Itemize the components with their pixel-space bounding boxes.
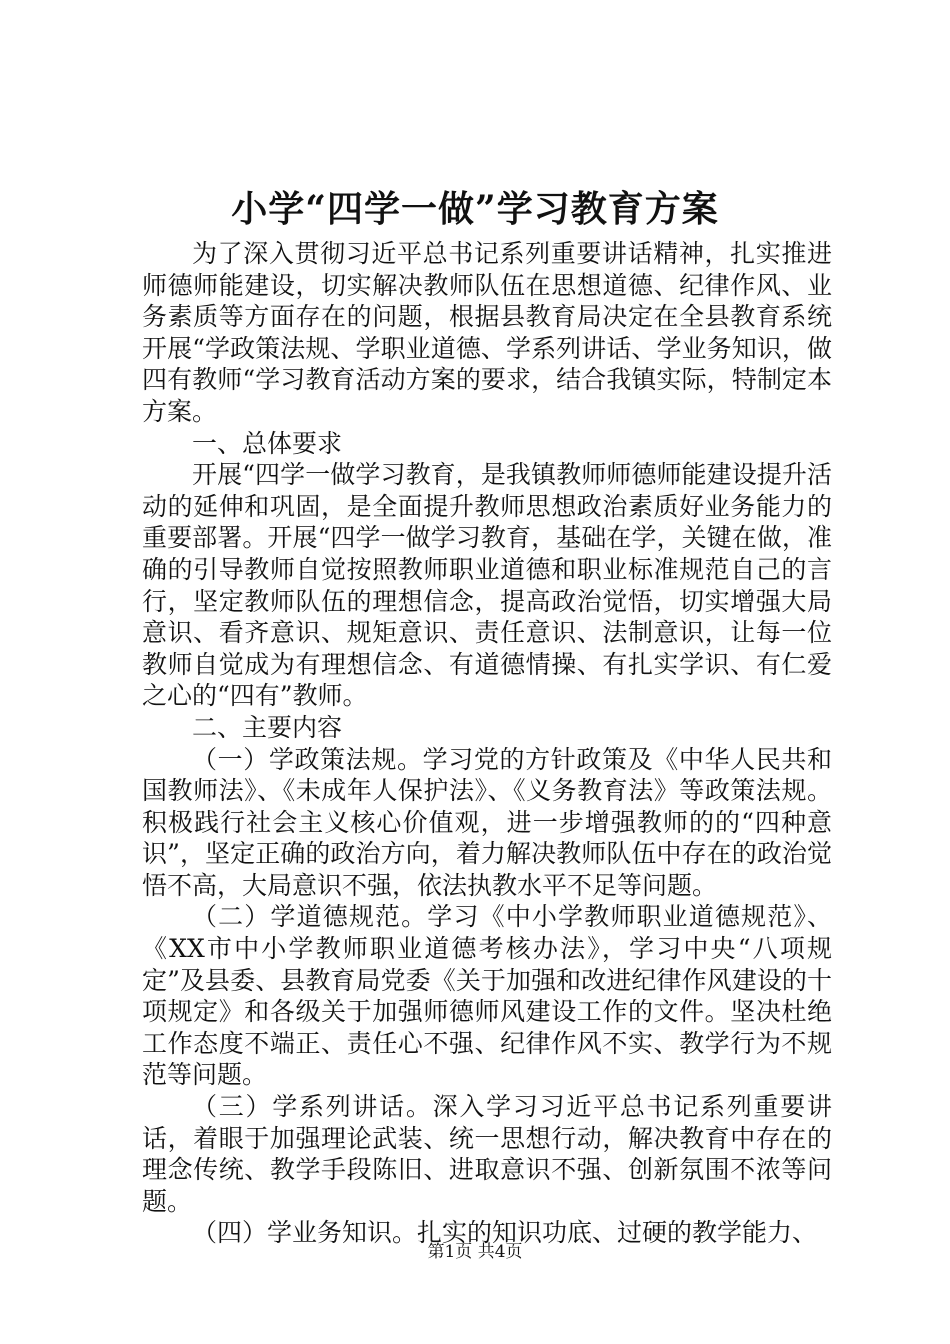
content-item-policies: （一）学政策法规。学习党的方针政策及《中华人民共和国教师法》、《未成年人保护法》、《义务教育法》等政策法规。积极践行社会主义核心价值观，进一步增强教师的的“四种意识”，坚定正确的政治方向，着力解决教师队伍中存在的政治觉悟不高，大局意识不强，依法执教水平不足等问题。 (142, 744, 832, 900)
page-footer: 第1页 共4页 (427, 1242, 523, 1262)
section-heading-general-requirements: 一、总体要求 (192, 428, 343, 458)
content-item-speeches: （三）学系列讲话。深入学习习近平总书记系列重要讲话，着眼于加强理论武装、统一思想行动，解决教育中存在的理念传统、教学手段陈旧、进取意识不强、创新氛围不浓等问题。 (142, 1092, 832, 1216)
content-item-professional-knowledge: （四）学业务知识。扎实的知识功底、过硬的教学能力、 (192, 1218, 818, 1248)
intro-paragraph: 为了深入贯彻习近平总书记系列重要讲话精神，扎实推进师德师能建设，切实解决教师队伍在思想道德、纪律作风、业务素质等方面存在的问题，根据县教育局决定在全县教育系统开展“学政策法规、学职业道德、学系列讲话、学业务知识，做四有教师“学习教育活动方案的要求，结合我镇实际，特制定本方案。 (142, 239, 832, 426)
section-heading-main-content: 二、主要内容 (192, 712, 343, 742)
general-requirements-paragraph: 开展“四学一做学习教育，是我镇教师师德师能建设提升活动的延伸和巩固，是全面提升教师思想政治素质好业务能力的重要部署。开展“四学一做学习教育，基础在学，关键在做，准确的引导教师自觉按照教师职业道德和职业标准规范自己的言行，坚定教师队伍的理想信念，提高政治觉悟，切实增强大局意识、看齐意识、规矩意识、责任意识、法制意识，让每一位教师自觉成为有理想信念、有道德情操、有扎实学识、有仁爱之心的“四有”教师。 (142, 460, 832, 711)
document-body (142, 238, 832, 1249)
document-title: 小学“四学一做”学习教育方案 (231, 188, 719, 230)
content-item-ethics: （二）学道德规范。学习《中小学教师职业道德规范》、《XX市中小学教师职业道德考核办法》，学习中央“八项规定”及县委、县教育局党委《关于加强和改进纪律作风建设的十项规定》和各级关于加强师德师风建设工作的文件。坚决杜绝工作态度不端正、责任心不强、纪律作风不实、教学行为不规范等问题。 (142, 902, 832, 1090)
